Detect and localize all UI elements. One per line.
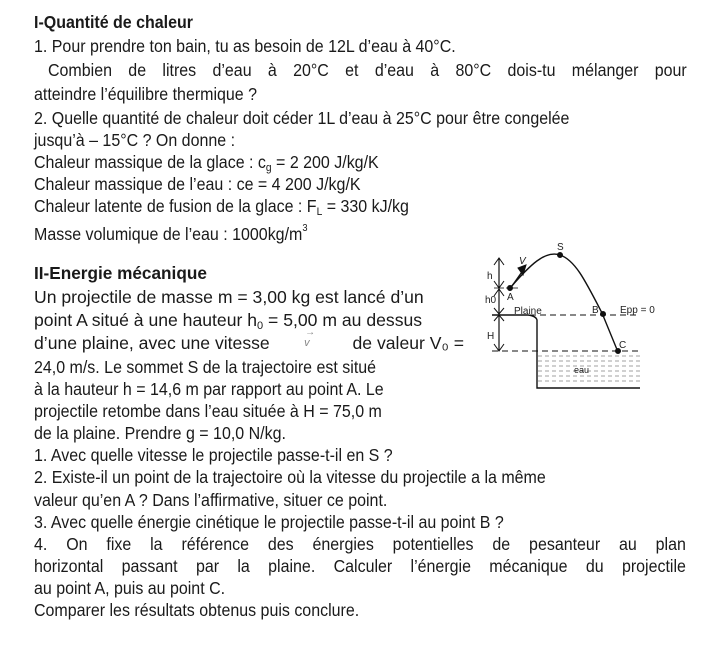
s1-q1-word: mélanger: [571, 60, 639, 80]
s1-q1-word: de: [128, 60, 147, 80]
s2-para-line2b: = 5,00 m au dessus: [263, 310, 423, 330]
s2-q4-word: l’énergie: [410, 556, 471, 576]
given-ice-heat-sub: g: [265, 162, 272, 174]
label-c: C: [619, 340, 627, 351]
label-big-h: H: [487, 331, 495, 342]
s2-q4-line3: au point A, puis au point C.: [34, 578, 226, 598]
s2-q4-word: référence: [181, 534, 249, 554]
s1-q1-word: d’eau: [212, 60, 252, 80]
s2-para-line7: de la plaine. Prendre g = 10,0 N/kg.: [34, 423, 286, 443]
given-ice-heat-value: = 2 200 J/kg/K: [271, 152, 379, 172]
s2-para-line1: Un projectile de masse m = 3,00 kg est lancé d’un: [34, 287, 424, 307]
s1-q1-word: 20°C: [293, 60, 329, 80]
s2-q4-word: horizontal: [34, 556, 104, 576]
s2-para-line3b: de valeur V₀ =: [352, 333, 464, 353]
s1-q1-word: d’eau: [374, 60, 414, 80]
s2-q4-line1: [34, 533, 686, 555]
s1-q1-word: litres: [162, 60, 197, 80]
s2-q4-word: Calculer: [333, 556, 393, 576]
s2-q4-word: du: [585, 556, 604, 576]
label-v: V: [519, 256, 526, 267]
s1-q1-word: pour: [654, 60, 687, 80]
s2-q4-word: la: [150, 534, 163, 554]
label-h0: h0: [485, 295, 497, 306]
given-density-sup: 3: [302, 223, 308, 234]
s2-q4-word: plaine.: [268, 556, 316, 576]
s2-q4-line2: [34, 555, 686, 577]
s2-q2-line1: 2. Existe-il un point de la trajectoire où la vitesse du projectile a la même: [34, 467, 546, 487]
label-eau: eau: [574, 365, 590, 375]
s2-q4-word: par: [195, 556, 220, 576]
s2-para-line2a: point A situé à une hauteur h: [34, 310, 258, 330]
s1-q1-word: 80°C: [455, 60, 492, 80]
s2-q4-word: de: [492, 534, 511, 554]
label-s: S: [557, 242, 564, 253]
s2-q3: 3. Avec quelle énergie cinétique le projectile passe-t-il au point B ?: [34, 512, 504, 532]
s2-q4-word: au: [619, 534, 637, 554]
s1-q1-word: et: [345, 60, 359, 80]
given-density: [34, 218, 308, 245]
given-ice-heat-label: Chaleur massique de la glace : c: [34, 152, 266, 172]
s2-q4-word: plan: [655, 534, 686, 554]
s2-q4-word: la: [237, 556, 250, 576]
label-epp: Epp = 0: [620, 305, 655, 316]
s1-q1-word: à: [430, 60, 440, 80]
trajectory-curve: [510, 254, 618, 352]
label-h: h: [487, 271, 493, 282]
s1-q2-line1: 2. Quelle quantité de chaleur doit céder 1L d’eau à 25°C pour être congelée: [34, 108, 570, 128]
label-b: B: [592, 305, 599, 316]
given-latent-label: Chaleur latente de fusion de la glace : F: [34, 196, 317, 216]
given-density-label: Masse volumique de l’eau : 1000kg/m: [34, 224, 303, 244]
s1-q1-word: dois-tu: [507, 60, 556, 80]
s2-para-line4: 24,0 m/s. Le sommet S de la trajectoire est situé: [34, 357, 377, 377]
s2-q1: 1. Avec quelle vitesse le projectile passe-t-il en S ?: [34, 445, 393, 465]
s2-q4-word: fixe: [106, 534, 132, 554]
s2-para-line6: projectile retombe dans l’eau située à H = 75,0 m: [34, 401, 382, 421]
s2-q4-word: potentielles: [392, 534, 474, 554]
s2-q4-word: des: [267, 534, 294, 554]
h0-subscript: 0: [257, 320, 264, 332]
s2-q4-word: pesanteur: [529, 534, 601, 554]
s2-q4-word: projectile: [621, 556, 686, 576]
s2-q4-word: énergies: [312, 534, 374, 554]
section1-title: I-Quantité de chaleur: [34, 12, 193, 32]
point-b: [601, 312, 606, 317]
s2-para-line3a: d’une plaine, avec une vitesse: [34, 333, 270, 353]
s2-q4-word: 4.: [34, 534, 48, 554]
s2-conclusion: Comparer les résultats obtenus puis conclure.: [34, 600, 360, 620]
label-a: A: [507, 292, 514, 303]
s2-para-line5: à la hauteur h = 14,6 m par rapport au point A. Le: [34, 379, 384, 399]
given-latent-sub: L: [316, 206, 323, 218]
point-s: [558, 253, 563, 258]
section2-title: II-Energie mécanique: [34, 263, 207, 283]
s1-q1-line2: [48, 59, 687, 81]
projectile-diagram: [470, 235, 700, 395]
s1-q1-word: Combien: [48, 60, 112, 80]
given-latent-value: = 330 kJ/kg: [322, 196, 409, 216]
s1-q1-word: à: [267, 60, 277, 80]
s2-q4-word: mécanique: [489, 556, 568, 576]
point-a: [508, 286, 513, 291]
velocity-vector-symbol: → v: [304, 332, 318, 354]
s1-q1-line3: atteindre l’équilibre thermique ?: [34, 84, 258, 104]
s1-q2-line2: jusqu’à – 15°C ? On donne :: [34, 130, 236, 150]
s2-q4-word: passant: [121, 556, 178, 576]
s2-q2-line2: valeur qu’en A ? Dans l’affirmative, situer ce point.: [34, 490, 388, 510]
s2-para-line3: [34, 332, 464, 354]
given-water-heat: Chaleur massique de l’eau : ce = 4 200 J/kg/K: [34, 174, 361, 194]
label-plaine: Plaine: [514, 306, 542, 317]
s2-q4-word: On: [66, 534, 88, 554]
s1-q1-line1: 1. Pour prendre ton bain, tu as besoin de 12L d’eau à 40°C.: [34, 36, 456, 56]
